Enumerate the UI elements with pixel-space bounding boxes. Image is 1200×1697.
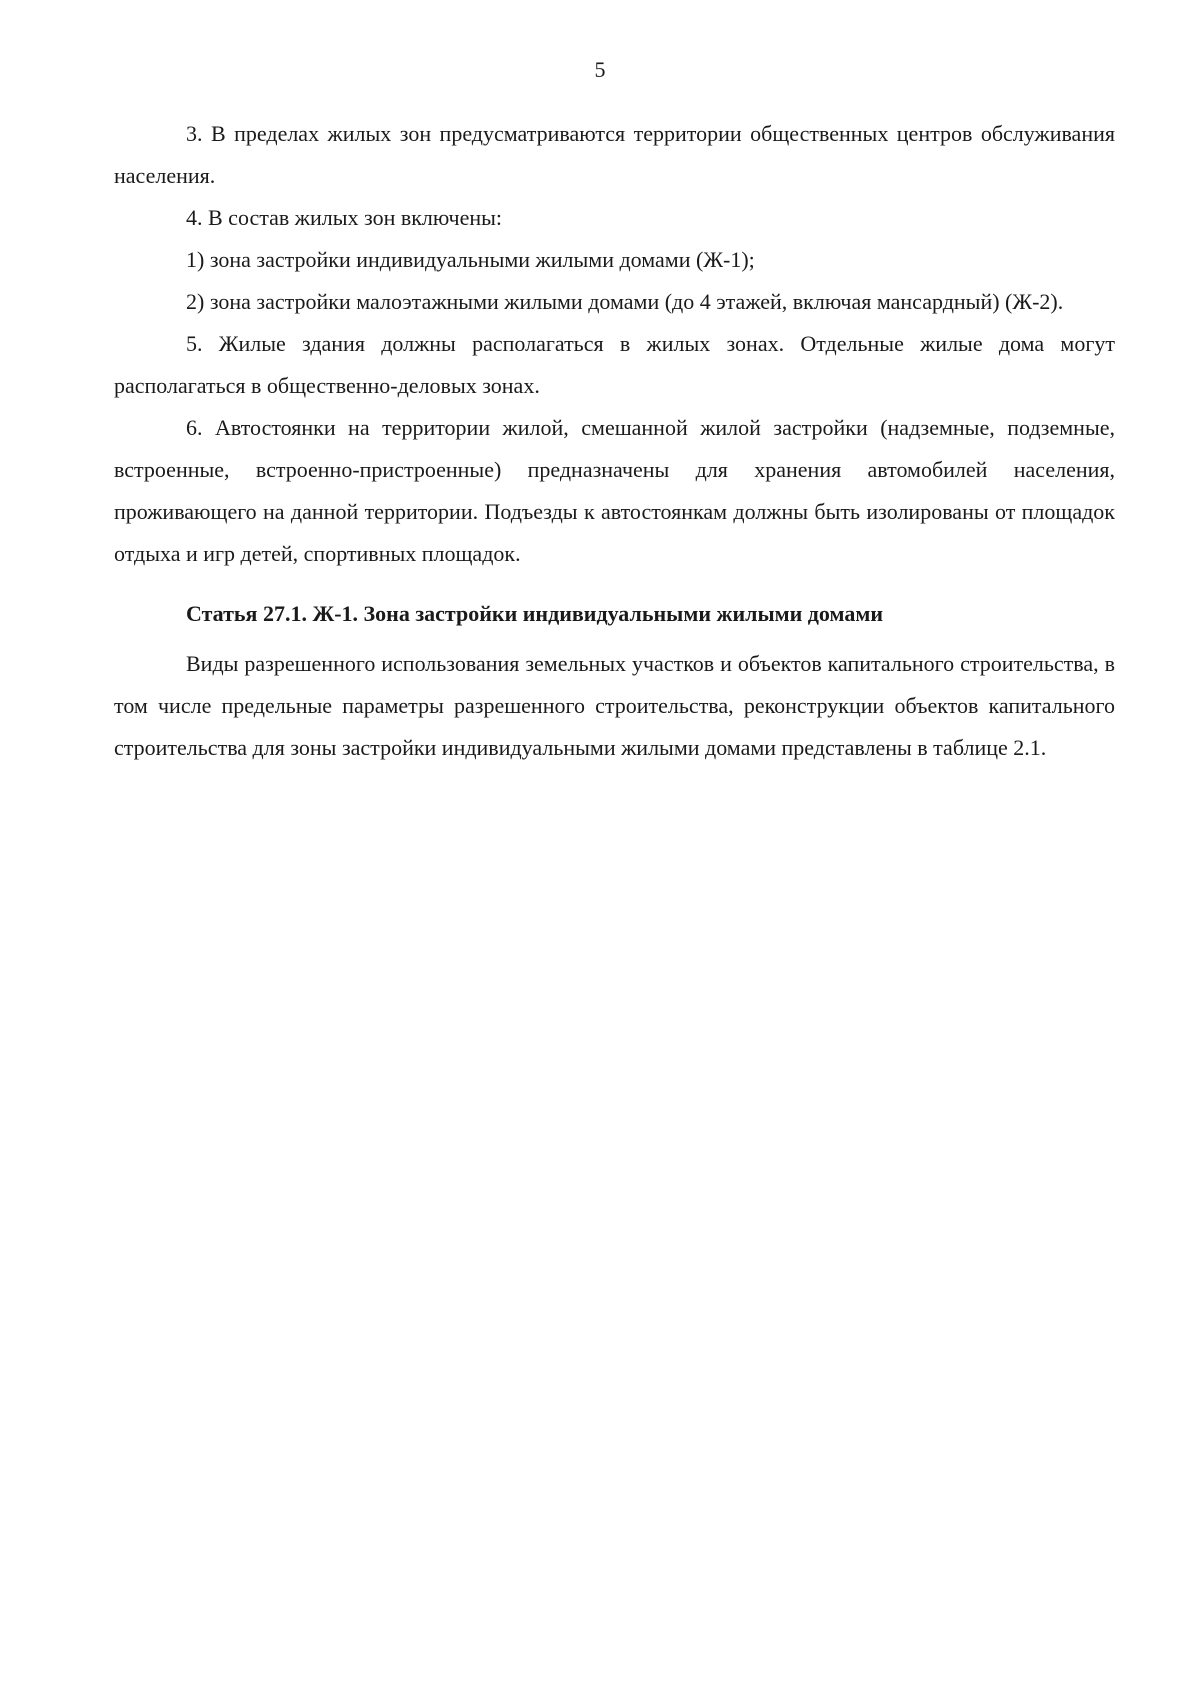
article-heading: Статья 27.1. Ж-1. Зона застройки индивидуальными жилыми домами bbox=[186, 601, 884, 626]
document-body bbox=[114, 113, 1115, 769]
paragraph-3: 3. В пределах жилых зон предусматриваются территории общественных центров обслуживания населения. bbox=[114, 121, 1115, 188]
paragraph-6: 6. Автостоянки на территории жилой, смешанной жилой застройки (надземные, подземные, встроенные, встроенно-пристроенные) предназначены для хранения автомобилей населения, проживающего на данной территории. Подъезды к автостоянкам должны быть изолированы от площадок отдыха и игр детей, спортивных площадок. bbox=[114, 415, 1115, 566]
list-item-zone-zh2: 2) зона застройки малоэтажными жилыми домами (до 4 этажей, включая мансардный) (Ж-2). bbox=[186, 289, 1064, 314]
article-body: Виды разрешенного использования земельных участков и объектов капитального строительства, в том числе предельные параметры разрешенного строительства, реконструкции объектов капитального строительства для зоны застройки индивидуальными жилыми домами представлены в таблице 2.1. bbox=[114, 651, 1115, 760]
paragraph-4: 4. В состав жилых зон включены: bbox=[186, 205, 503, 230]
paragraph-5: 5. Жилые здания должны располагаться в жилых зонах. Отдельные жилые дома могут располагаться в общественно-деловых зонах. bbox=[114, 331, 1115, 398]
page-number: 5 bbox=[594, 57, 606, 82]
list-item-zone-zh1: 1) зона застройки индивидуальными жилыми домами (Ж-1); bbox=[186, 247, 755, 272]
